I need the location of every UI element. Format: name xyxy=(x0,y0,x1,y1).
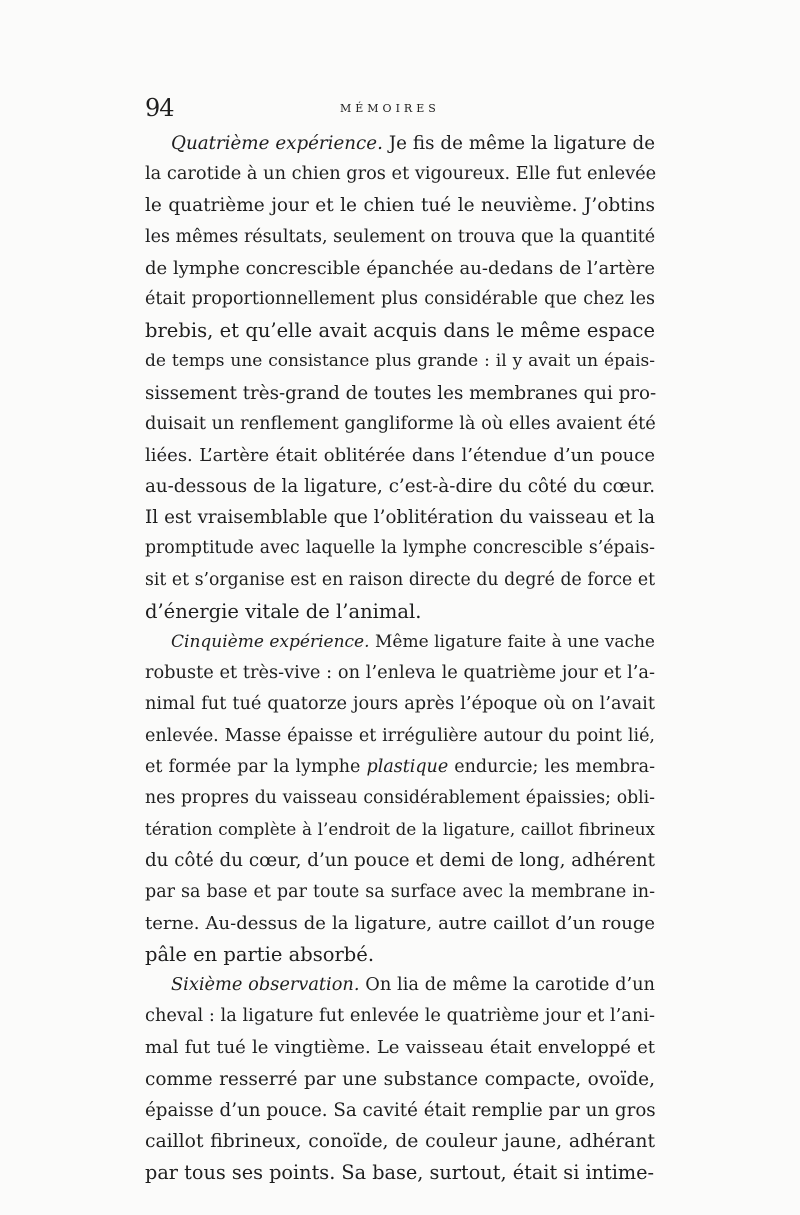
line-text: mal fut tué le vingtième. Le vaisseau était enveloppé et xyxy=(145,1037,655,1059)
line-text: brebis, et qu’elle avait acquis dans le même espace xyxy=(145,319,655,343)
text-line xyxy=(145,658,655,689)
line-text: sissement très-grand de toutes les membranes qui pro- xyxy=(145,382,657,404)
text-line xyxy=(145,908,655,939)
line-text: de temps une consistance plus grande : il y avait un épais- xyxy=(145,351,655,372)
line-text: caillot fibrineux, conoïde, de couleur jaune, adhérant xyxy=(145,1131,655,1152)
line-text: cheval : la ligature fut enlevée le quatrième jour et l’ani- xyxy=(145,1006,655,1027)
line-text: tération complète à l’endroit de la ligature, caillot fibrineux xyxy=(145,819,655,840)
paragraph xyxy=(145,627,655,970)
line-text: nes propres du vaisseau considérablement épaissies; obli- xyxy=(145,787,655,808)
italic-heading: Sixième observation. xyxy=(171,975,360,996)
line-text: du côté du cœur, d’un pouce et demi de long, adhérent xyxy=(145,850,655,872)
text-line xyxy=(145,565,655,596)
line-text: Je fis de même la ligature de xyxy=(382,133,655,154)
text-line xyxy=(145,284,655,315)
text-line xyxy=(145,440,655,471)
text-line xyxy=(145,533,655,564)
line-text: nimal fut tué quatorze jours après l’époque où on l’avait xyxy=(145,694,655,715)
line-text: terne. Au-dessus de la ligature, autre caillot d’un rouge xyxy=(145,912,655,934)
page-number: 94 xyxy=(145,94,174,122)
line-text: sit et s’organise est en raison directe du degré de force et xyxy=(145,569,655,590)
line-text: les mêmes résultats, seulement on trouva que la quantité xyxy=(145,226,656,247)
line-text: comme resserré par une substance compacte, ovoïde, xyxy=(145,1068,655,1090)
text-line xyxy=(145,409,655,440)
italic-word: plastique xyxy=(366,756,449,777)
text-line xyxy=(145,845,655,876)
line-text: robuste et très-vive : on l’enleva le quatrième jour et l’a- xyxy=(145,663,655,684)
text-line xyxy=(145,159,655,190)
text-line xyxy=(145,939,655,970)
text-line xyxy=(145,1126,655,1157)
text-line xyxy=(145,1095,655,1126)
line-text: promptitude avec laquelle la lymphe concrescible s’épais- xyxy=(145,538,655,559)
italic-heading: Quatrième expérience. xyxy=(171,133,383,154)
text-line xyxy=(145,1032,655,1063)
text-line xyxy=(145,627,655,658)
paragraph xyxy=(145,128,655,627)
text-line xyxy=(145,1064,655,1095)
running-head: MÉMOIRES xyxy=(340,102,440,115)
text-line xyxy=(145,1157,655,1188)
text-line xyxy=(145,877,655,908)
text-line xyxy=(145,814,655,845)
line-text: On lia de même la carotide d’un xyxy=(359,975,655,996)
line-text: de lymphe concrescible épanchée au-dedans de l’artère xyxy=(145,257,655,279)
line-text: la carotide à un chien gros et vigoureux. Elle fut enlevée xyxy=(145,164,657,185)
text-line xyxy=(145,222,655,253)
line-text: d’énergie vitale de l’animal. xyxy=(145,599,422,623)
text-line xyxy=(145,190,655,221)
body-text xyxy=(145,128,655,1188)
text-line xyxy=(145,721,655,752)
text-line xyxy=(145,378,655,409)
line-text: par tous ses points. Sa base, surtout, était si intime- xyxy=(145,1161,655,1185)
line-text: épaisse d’un pouce. Sa cavité était remplie par un gros xyxy=(145,1099,656,1121)
line-text: pâle en partie absorbé. xyxy=(145,942,375,966)
text-line xyxy=(145,752,655,783)
line-text: le quatrième jour et le chien tué le neuvième. J’obtins xyxy=(145,195,655,217)
text-line xyxy=(145,1001,655,1032)
text-line xyxy=(145,689,655,720)
text-line xyxy=(145,502,655,533)
line-text: et formée par la lymphe xyxy=(145,756,367,777)
italic-heading: Cinquième expérience. xyxy=(171,632,370,652)
paragraph xyxy=(145,970,655,1188)
line-text: duisait un renflement gangliforme là où elles avaient été xyxy=(145,413,656,434)
text-line xyxy=(145,471,655,502)
line-text: Même ligature faite à une vache xyxy=(369,632,655,652)
text-line xyxy=(145,346,655,377)
text-line xyxy=(145,783,655,814)
line-text: liées. L’artère était oblitérée dans l’étendue d’un pouce xyxy=(145,444,655,466)
line-text: par sa base et par toute sa surface avec la membrane in- xyxy=(145,881,655,902)
text-line xyxy=(145,128,655,159)
text-line xyxy=(145,253,655,284)
line-text: était proportionnellement plus considérable que chez les xyxy=(145,288,655,309)
text-line xyxy=(145,315,655,346)
page-header xyxy=(145,94,665,124)
text-line xyxy=(145,970,655,1001)
line-text: au-dessous de la ligature, c’est-à-dire du côté du cœur. xyxy=(145,476,655,498)
text-line xyxy=(145,596,655,627)
line-text: enlevée. Masse épaisse et irrégulière autour du point lié, xyxy=(145,725,655,746)
line-text: Il est vraisemblable que l’oblitération du vaisseau et la xyxy=(145,507,655,529)
line-text-after: endurcie; les membra- xyxy=(448,756,656,777)
